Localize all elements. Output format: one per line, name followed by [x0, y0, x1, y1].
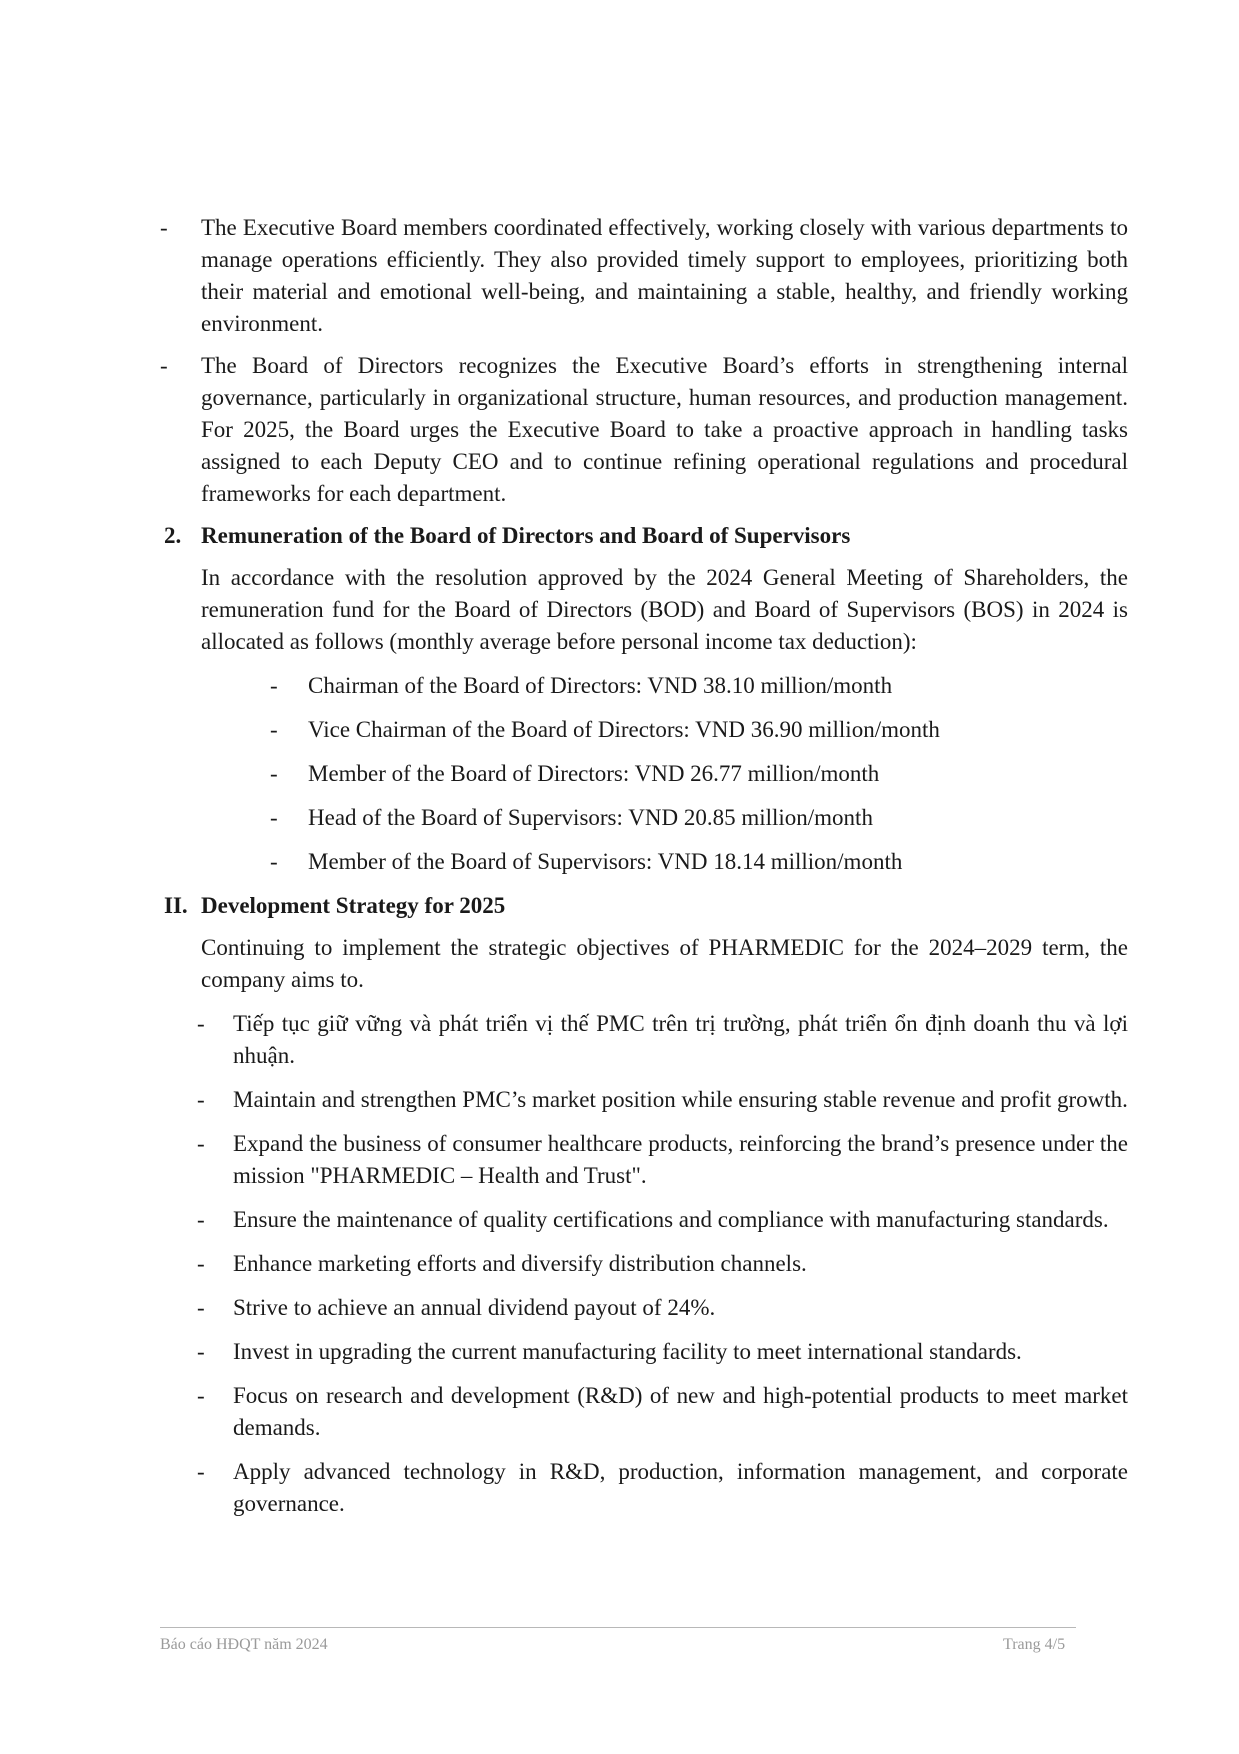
list-item-text: Member of the Board of Supervisors: VND 18.14 million/month — [308, 849, 903, 874]
list-item — [160, 1248, 1128, 1280]
section-title: Remuneration of the Board of Directors and Board of Supervisors — [201, 523, 851, 548]
list-item-text: The Board of Directors recognizes the Executive Board’s efforts in strengthening internal governance, particularly in organizational structure, human resources, and production management. For 2025, the Board urges the Executive Board to take a proactive approach in handling tasks assigned to each Deputy CEO and to continue refining operational regulations and procedural frameworks for each department. — [201, 353, 1128, 506]
list-item — [160, 846, 1128, 878]
list-item-text: Head of the Board of Supervisors: VND 20.85 million/month — [308, 805, 873, 830]
list-item-text: Focus on research and development (R&D) of new and high-potential products to meet market demands. — [233, 1383, 1128, 1440]
dash-marker: - — [197, 1207, 205, 1232]
paragraph: Continuing to implement the strategic objectives of PHARMEDIC for the 2024–2029 term, the company aims to. — [201, 935, 1128, 992]
dash-marker: - — [197, 1087, 205, 1112]
list-item — [160, 212, 1128, 340]
paragraph: In accordance with the resolution approved by the 2024 General Meeting of Shareholders, the remuneration fund for the Board of Directors (BOD) and Board of Supervisors (BOS) in 2024 is allocated as follows (monthly average before personal income tax deduction): — [201, 565, 1128, 654]
section-heading — [160, 520, 1128, 552]
list-item-text: Tiếp tục giữ vững và phát triển vị thế PMC trên trị trường, phát triển ổn định doanh thu và lợi nhuận. — [233, 1011, 1128, 1068]
section-heading — [160, 890, 1128, 922]
section-title: Development Strategy for 2025 — [201, 893, 506, 918]
dash-marker: - — [197, 1251, 205, 1276]
list-item-text: Maintain and strengthen PMC’s market position while ensuring stable revenue and profit growth. — [233, 1087, 1128, 1112]
dash-marker: - — [197, 1383, 205, 1408]
section-number: 2. — [164, 523, 182, 548]
dash-marker: - — [270, 805, 278, 830]
list-item — [160, 670, 1128, 702]
list-item — [160, 1128, 1128, 1192]
dash-marker: - — [270, 717, 278, 742]
list-item — [160, 714, 1128, 746]
list-item — [160, 1380, 1128, 1444]
list-item-text: Ensure the maintenance of quality certifications and compliance with manufacturing standards. — [233, 1207, 1109, 1232]
dash-marker: - — [270, 849, 278, 874]
list-item — [160, 758, 1128, 790]
list-item-text: Chairman of the Board of Directors: VND 38.10 million/month — [308, 673, 893, 698]
dash-marker: - — [197, 1459, 205, 1484]
list-item-text: The Executive Board members coordinated effectively, working closely with various departments to manage operations efficiently. They also provided timely support to employees, prioritizing both their material and emotional well-being, and maintaining a stable, healthy, and friendly working environment. — [201, 215, 1128, 336]
list-item — [160, 1292, 1128, 1324]
list-item-text: Enhance marketing efforts and diversify distribution channels. — [233, 1251, 807, 1276]
list-item-text: Expand the business of consumer healthcare products, reinforcing the brand’s presence under the mission "PHARMEDIC – Health and Trust". — [233, 1131, 1128, 1188]
dash-marker: - — [160, 353, 168, 378]
list-item-text: Apply advanced technology in R&D, production, information management, and corporate governance. — [233, 1459, 1128, 1516]
list-item-text: Member of the Board of Directors: VND 26.77 million/month — [308, 761, 880, 786]
dash-marker: - — [197, 1131, 205, 1156]
list-item — [160, 802, 1128, 834]
dash-marker: - — [270, 673, 278, 698]
dash-marker: - — [197, 1011, 205, 1036]
list-item-text: Strive to achieve an annual dividend payout of 24%. — [233, 1295, 716, 1320]
list-item — [160, 1336, 1128, 1368]
list-item-text: Invest in upgrading the current manufacturing facility to meet international standards. — [233, 1339, 1022, 1364]
list-item — [160, 350, 1128, 510]
list-item — [160, 1204, 1128, 1236]
footer-report-title: Báo cáo HĐQT năm 2024 — [160, 1636, 328, 1653]
list-item — [160, 1084, 1128, 1116]
section-number: II. — [164, 893, 188, 918]
dash-marker: - — [197, 1339, 205, 1364]
page-content — [160, 212, 1128, 1532]
list-item-text: Vice Chairman of the Board of Directors: VND 36.90 million/month — [308, 717, 940, 742]
footer-page-number: Trang 4/5 — [1003, 1636, 1066, 1653]
list-item — [160, 1456, 1128, 1520]
dash-marker: - — [270, 761, 278, 786]
footer-divider — [160, 1627, 1076, 1628]
dash-marker: - — [197, 1295, 205, 1320]
dash-marker: - — [160, 215, 168, 240]
list-item — [160, 1008, 1128, 1072]
